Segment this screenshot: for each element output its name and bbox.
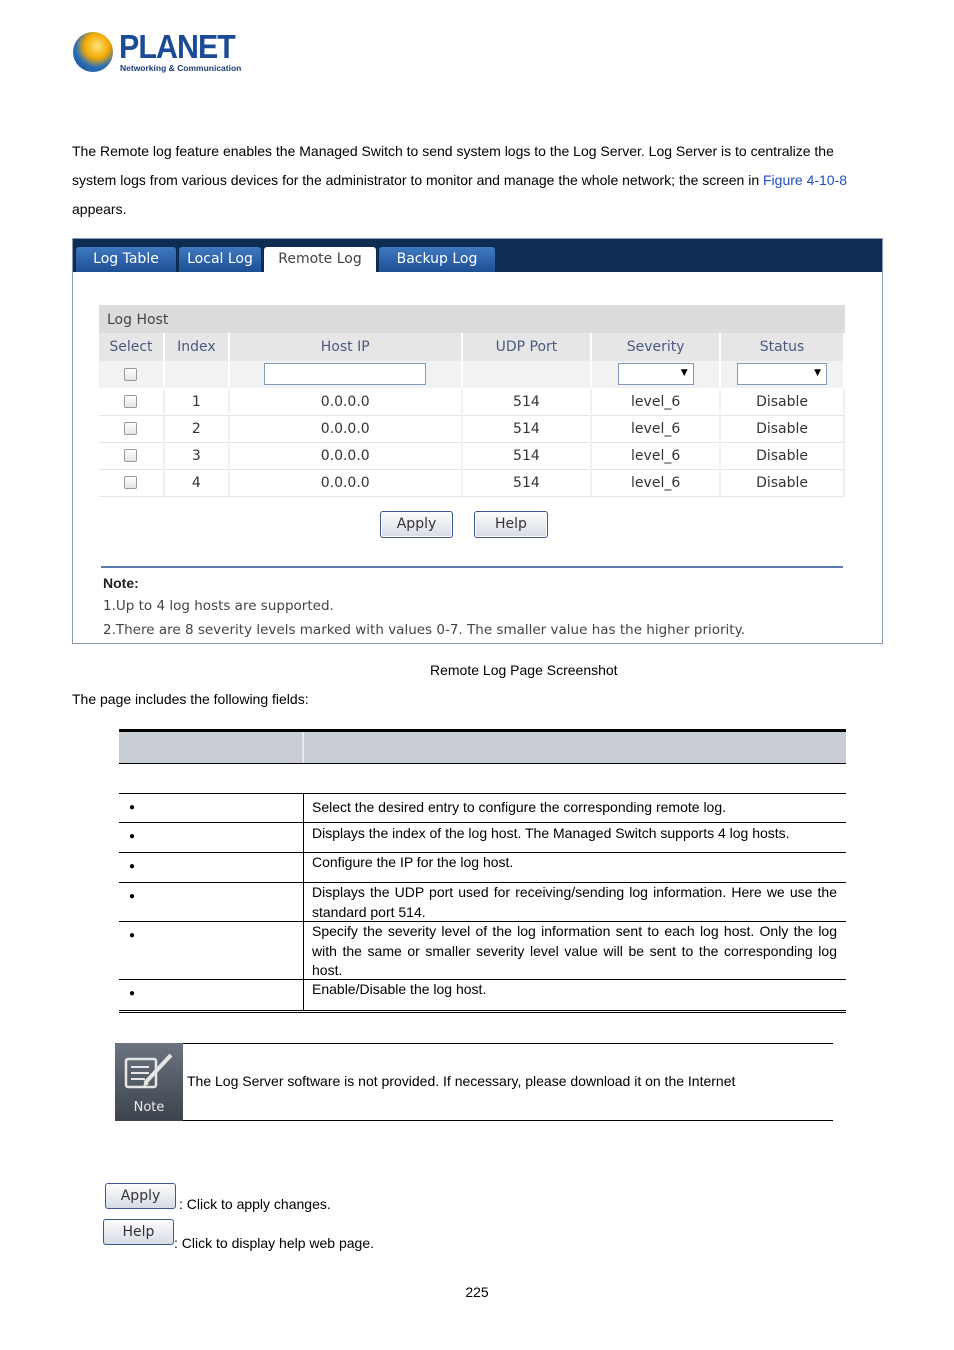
legend-help-desc: : Click to display help web page. [174,1235,374,1251]
bullet-icon: ● [129,988,136,999]
col-host-ip: Host IP [229,333,462,361]
fields-table-spacer [119,764,846,794]
planet-logo [73,30,243,76]
tab-bar [73,239,882,272]
bullet-icon: ● [129,802,136,813]
log-host-panel [99,305,845,497]
col-select: Select [99,333,164,361]
logo-wordmark: PLANET [119,28,235,65]
row-checkbox[interactable] [124,476,137,489]
row-checkbox[interactable] [124,395,137,408]
col-index: Index [164,333,229,361]
bullet-icon: ● [129,861,136,872]
table-header-row [99,333,844,361]
severity-select[interactable] [618,363,694,385]
globe-icon [73,32,113,72]
tab-remote-log[interactable]: Remote Log [264,247,376,272]
status-select[interactable] [737,363,827,385]
list-item: ● Displays the UDP port used for receiving/sending log information. Here we use the standard port 514. [119,883,846,922]
fields-intro: The page includes the following fields: [72,691,309,707]
page-number: 225 [465,1284,489,1300]
bullet-icon: ● [129,831,136,842]
tab-local-log[interactable]: Local Log [179,247,261,272]
bullet-icon: ● [129,891,136,902]
note-icon: Note [115,1043,183,1121]
list-item: ● Displays the index of the log host. The Managed Switch supports 4 log hosts. [119,823,846,853]
intro-paragraph: The Remote log feature enables the Managed Switch to send system logs to the Log Server. Log Server is to centralize the system logs from various devices for the administrator to monitor and manage the whole network; the screen in Figure 4-10-8 appears. [72,143,848,217]
divider [101,566,843,568]
list-item: ● Enable/Disable the log host. [119,980,846,1010]
select-all-checkbox[interactable] [124,368,137,381]
logo-tagline: Networking & Communication [120,63,242,73]
host-ip-input[interactable] [264,363,426,385]
help-button[interactable]: Help [474,511,548,538]
list-item: ● Configure the IP for the log host. [119,853,846,883]
row-checkbox[interactable] [124,449,137,462]
legend-apply-button[interactable]: Apply [105,1183,176,1209]
col-status: Status [720,333,844,361]
figure-caption: Remote Log Page Screenshot [430,662,618,678]
list-item: ● Specify the severity level of the log information sent to each log host. Only the log with the same or smaller severity level value will be sent to the corresponding log host. [119,922,846,980]
fields-table-header [119,729,846,764]
note-text: The Log Server software is not provided. If necessary, please download it on the Internet [187,1073,736,1089]
col-severity: Severity [591,333,720,361]
table-row: 4 0.0.0.0 514 level_6 Disable [99,469,844,496]
panel-title: Log Host [99,305,845,333]
table-row: 1 0.0.0.0 514 level_6 Disable [99,388,844,415]
note-heading: Note: [103,575,139,591]
tab-log-table[interactable]: Log Table [76,247,176,272]
col-udp-port: UDP Port [462,333,592,361]
table-row: 3 0.0.0.0 514 level_6 Disable [99,442,844,469]
log-host-table [99,333,845,497]
apply-button[interactable]: Apply [380,511,453,538]
figure-link[interactable]: Figure 4-10-8 [763,172,848,188]
tab-backup-log[interactable]: Backup Log [379,247,495,272]
table-edit-row [99,361,844,388]
list-item: ● Select the desired entry to configure the corresponding remote log. [119,794,846,823]
legend-help-button[interactable]: Help [103,1219,174,1245]
table-row: 2 0.0.0.0 514 level_6 Disable [99,415,844,442]
remote-log-screenshot [72,238,883,644]
legend-apply-desc: : Click to apply changes. [179,1196,331,1212]
note-line-1: 1.Up to 4 log hosts are supported. [103,598,334,614]
row-checkbox[interactable] [124,422,137,435]
note-line-2: 2.There are 8 severity levels marked with values 0-7. The smaller value has the higher priority. [103,622,745,638]
bullet-icon: ● [129,930,136,941]
